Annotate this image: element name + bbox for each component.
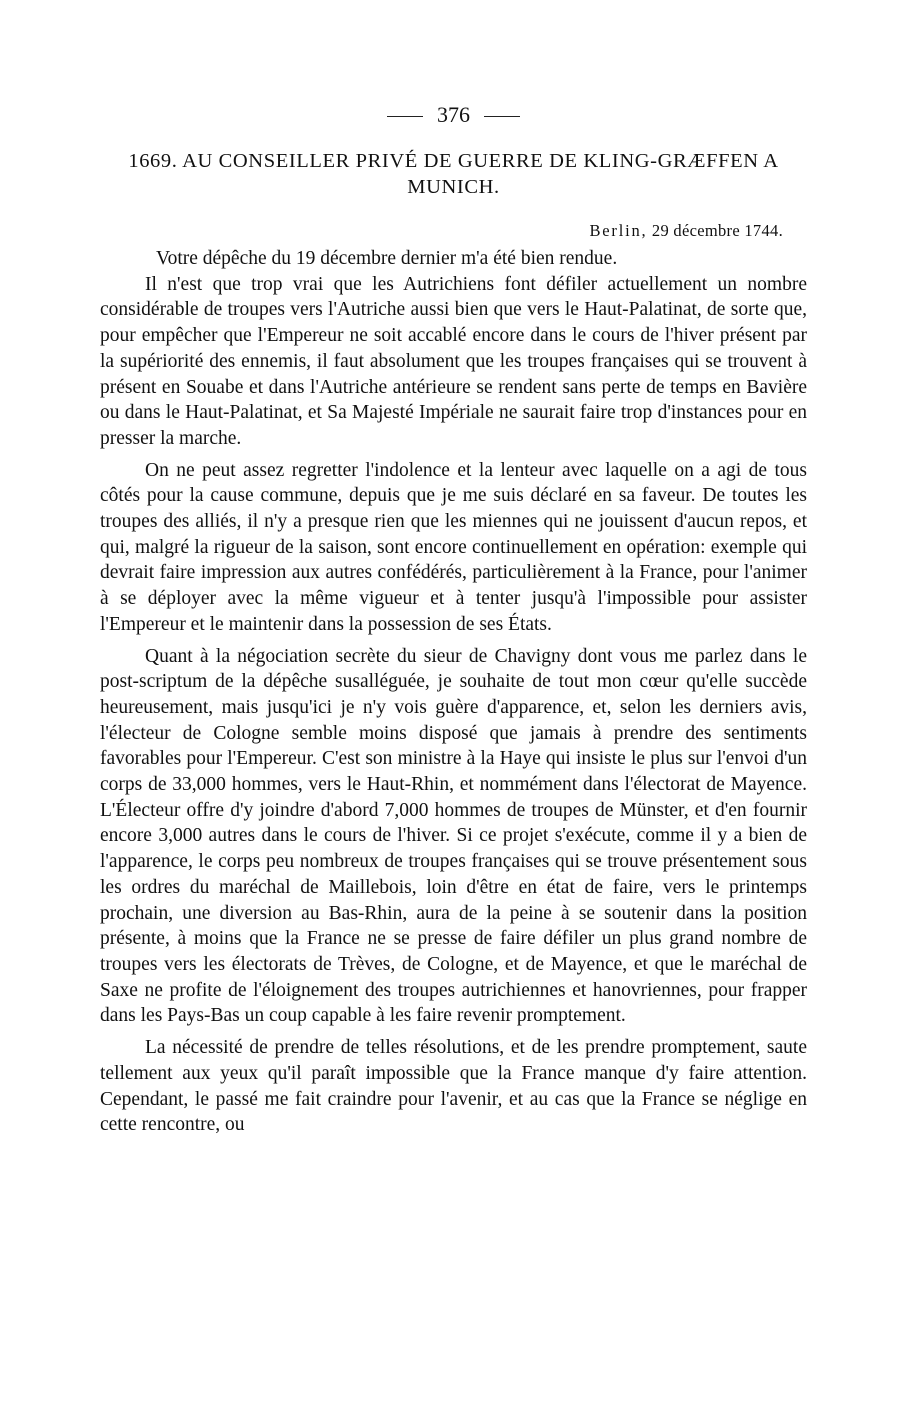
dateline bbox=[100, 220, 783, 242]
header-rule-right bbox=[484, 116, 520, 117]
letter-title: AU CONSEILLER PRIVÉ DE GUERRE DE KLING-GRÆFFEN A MUNICH. bbox=[182, 150, 779, 198]
page-number: 376 bbox=[437, 102, 470, 127]
dateline-date: 29 décembre 1744. bbox=[651, 221, 783, 240]
letter-heading bbox=[100, 148, 807, 200]
letter-number: 1669. bbox=[128, 150, 178, 172]
letter-body bbox=[100, 246, 807, 1138]
dateline-place: Berlin, bbox=[589, 221, 648, 240]
paragraph: Quant à la négociation secrète du sieur de Chavigny dont vous me parlez dans le post-scriptum de la dépêche susalléguée, je souhaite de tout mon cœur qu'elle succède heureusement, mais jusqu'ici je n'y vois guère d'apparence, et, selon les derniers avis, l'électeur de Cologne semble moins disposé que jamais à prendre des sentiments favorables pour l'Empereur. C'est son ministre à la Haye qui insiste le plus sur l'envoi d'un corps de 33,000 hommes, vers le Haut-Rhin, et nommément dans l'électorat de Mayence. L'Électeur offre d'y joindre d'abord 7,000 hommes de troupes de Münster, et d'en fournir encore 3,000 autres dans le cours de l'hiver. Si ce projet s'exécute, comme il y a bien de l'apparence, le corps peu nombreux de troupes françaises qui se trouve présentement sous les ordres du maréchal de Maillebois, loin d'être en état de faire, vers le printemps prochain, une diversion au Bas-Rhin, aura de la peine à se soutenir dans la position présente, à moins que la France ne se presse de faire défiler un plus grand nombre de troupes vers les électorats de Trèves, de Cologne, et de Mayence, et que le maréchal de Saxe ne profite de l'éloignement des troupes autrichiennes et hanovriennes, pour frapper dans les Pays-Bas un coup capable à les faire revenir promptement. bbox=[100, 645, 807, 1027]
paragraph: On ne peut assez regretter l'indolence et la lenteur avec laquelle on a agi de tous côtés pour la cause commune, depuis que je me suis déclaré en sa faveur. De toutes les troupes des alliés, il n'y a presque rien que les miennes qui ne jouissent d'aucun repos, et qui, malgré la rigueur de la saison, sont encore continuellement en opération: exemple qui devrait faire impression aux autres confédérés, particulièrement à la France, pour l'animer à se déployer avec la même vigueur et à tenter jusqu'à l'impossible pour assister l'Empereur et le maintenir dans la possession de ses États. bbox=[100, 459, 807, 635]
document-page bbox=[100, 100, 807, 1138]
page-header bbox=[100, 100, 807, 130]
header-rule-left bbox=[387, 116, 423, 117]
paragraph-salutation: Votre dépêche du 19 décembre dernier m'a été bien rendue. bbox=[156, 248, 618, 269]
paragraph: Il n'est que trop vrai que les Autrichiens font défiler actuellement un nombre considérable de troupes vers l'Autriche aussi bien que vers le Haut-Palatinat, de sorte que, pour empêcher que l'Empereur ne soit accablé encore dans le cours de l'hiver présent par la supériorité des ennemis, il faut absolument que les troupes françaises qui se trouvent à présent en Souabe et dans l'Autriche antérieure se rendent sans perte de temps en Bavière ou dans le Haut-Palatinat, et Sa Majesté Impériale ne saurait faire trop d'instances pour en presser la marche. bbox=[100, 273, 807, 449]
paragraph: La nécessité de prendre de telles résolutions, et de les prendre promptement, saute tellement aux yeux qu'il paraît impossible que la France manque d'y faire attention. Cependant, le passé me fait craindre pour l'avenir, et au cas que la France se néglige en cette rencontre, ou bbox=[100, 1037, 807, 1136]
